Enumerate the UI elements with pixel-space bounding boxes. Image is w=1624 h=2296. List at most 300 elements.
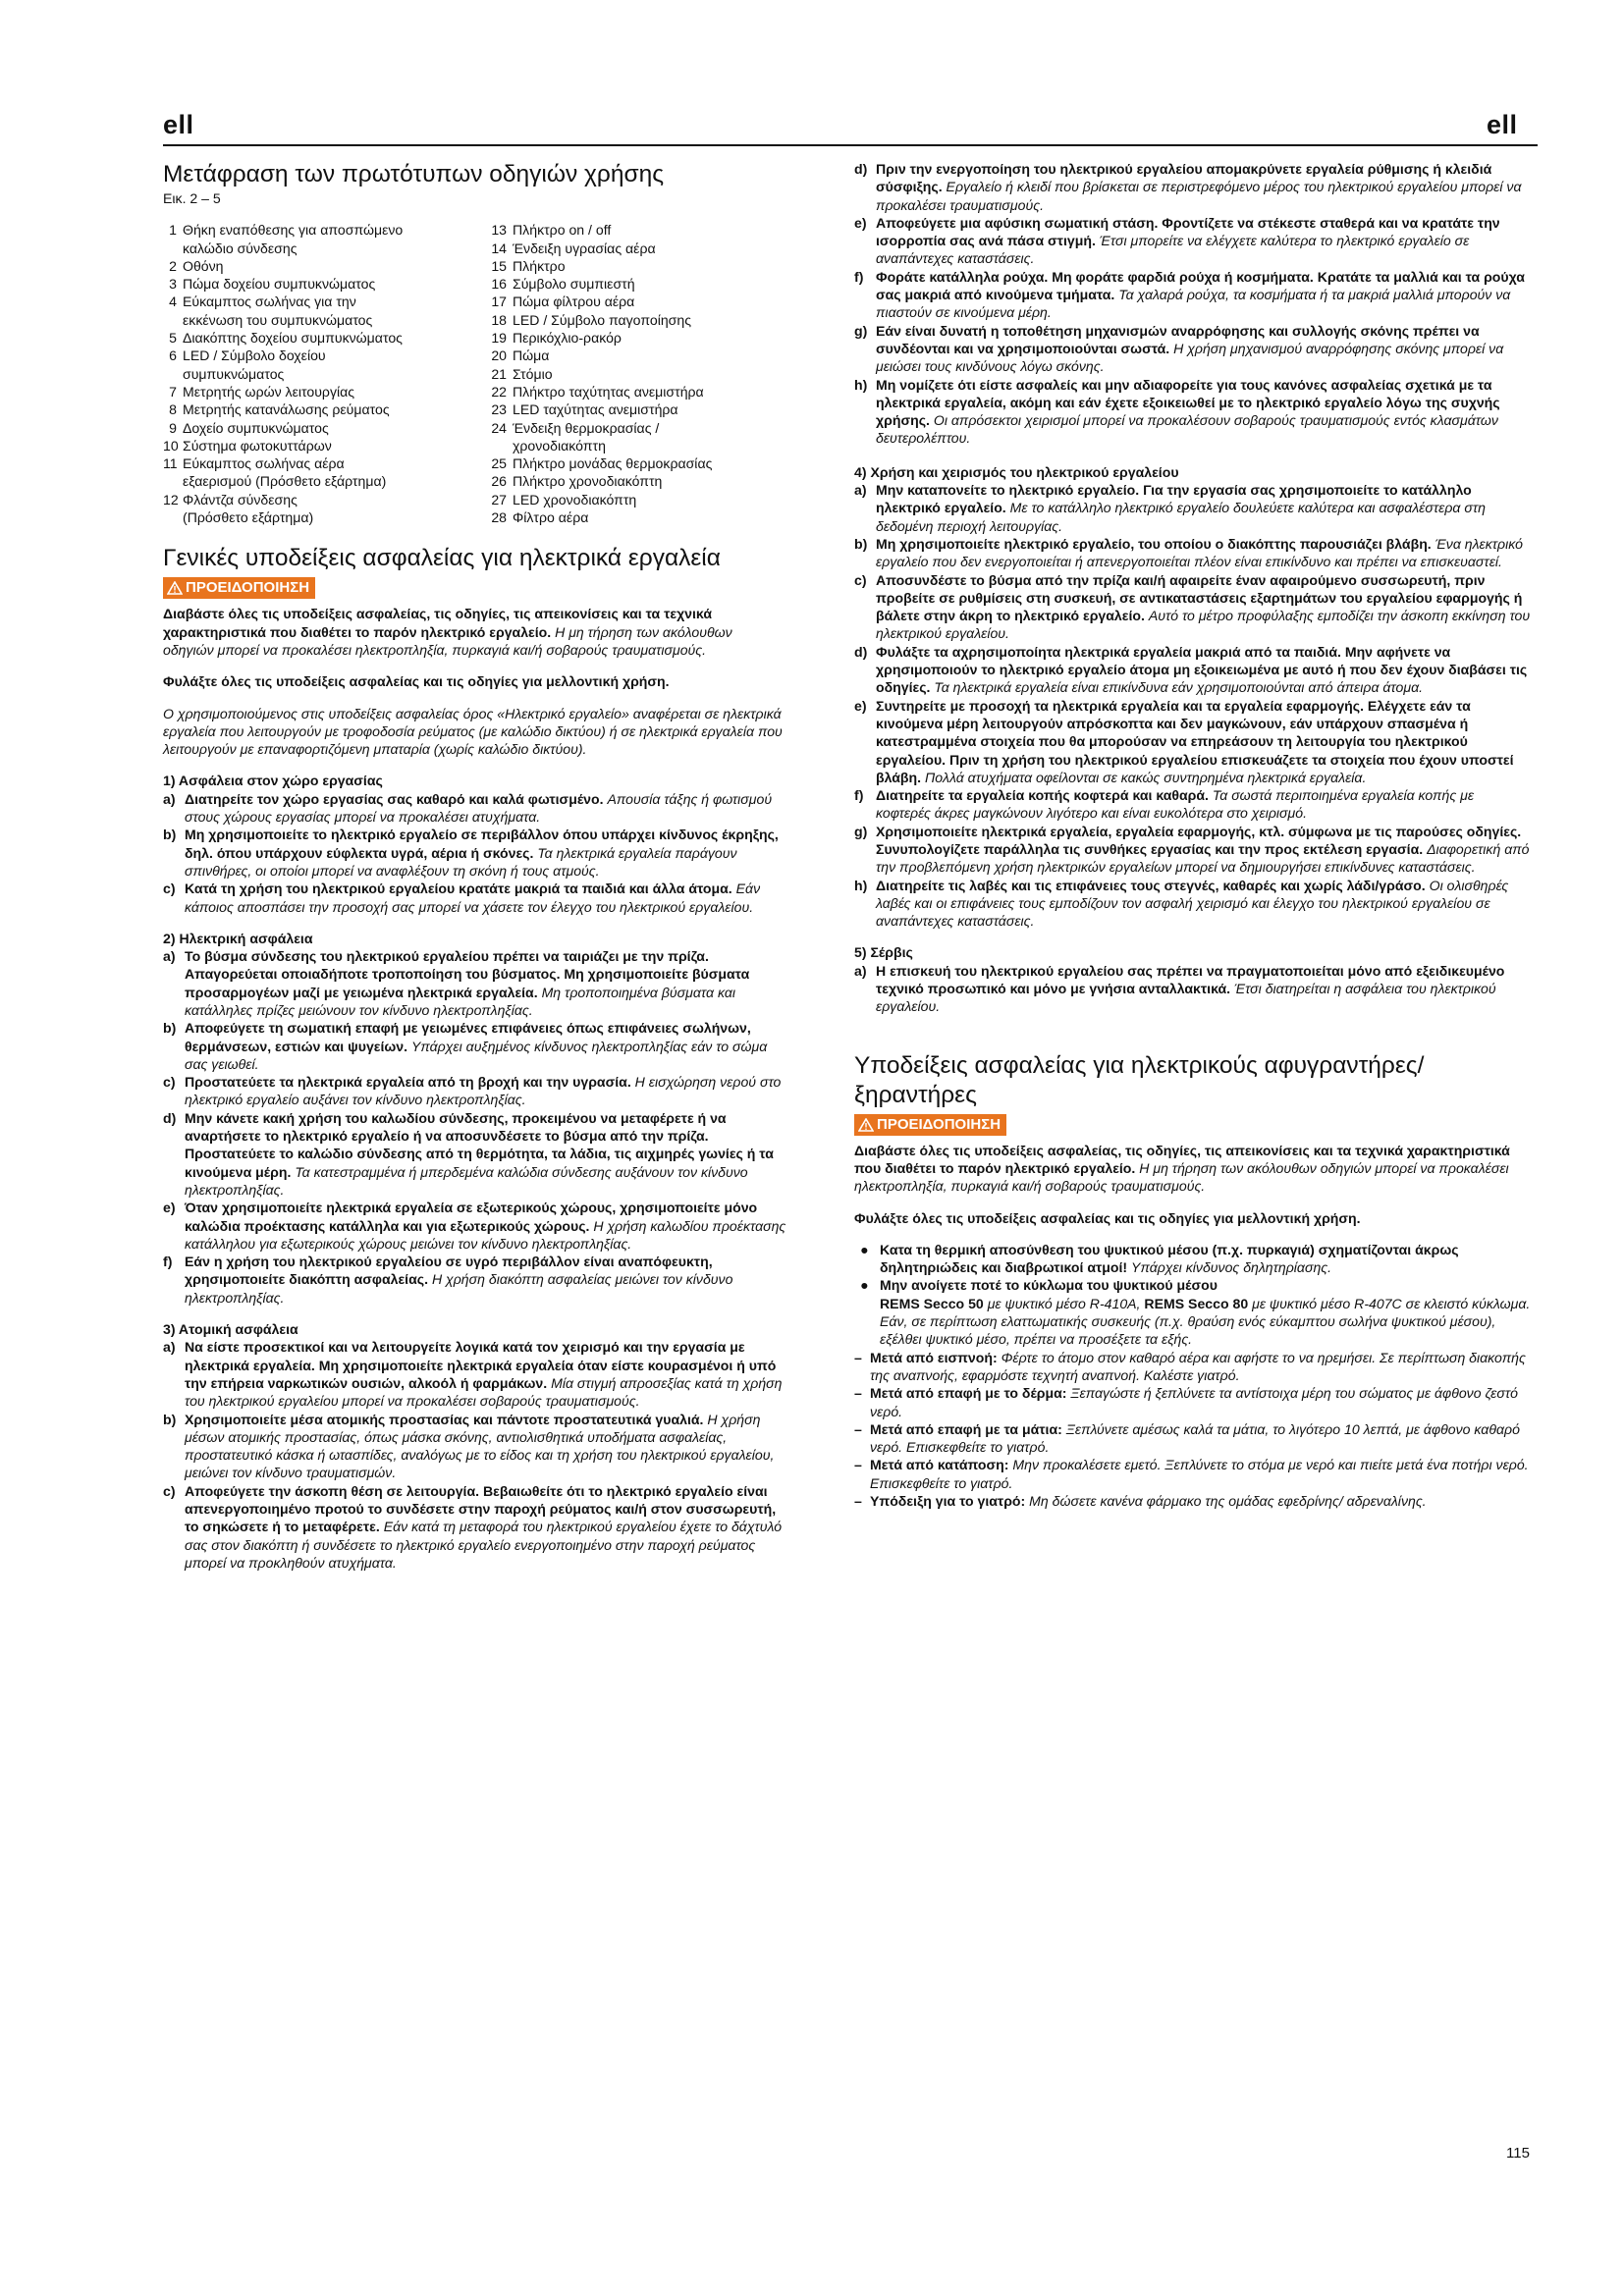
legend-number <box>163 472 183 490</box>
list-bold-text: Μη χρησιμοποιείτε το ηλεκτρικό εργαλείο σε περιβάλλον όπου υπάρχει κίνδυνος έκρηξης, δηλ. όπου υπάρχουν εύφλεκτα υγρά, αέρια ή σκόνες. <box>185 827 779 861</box>
legend-text: Πλήκτρο χρονοδιακόπτη <box>513 473 663 490</box>
legend-number: 5 <box>169 330 177 347</box>
legend-number: 18 <box>491 311 507 328</box>
legend-text: Μετρητής ωρών λειτουργίας <box>183 383 355 400</box>
legend-text: Εύκαμπτος σωλήνας για την <box>183 294 356 310</box>
legend-number: 22 <box>491 383 507 400</box>
first-aid-heading: Μετά από κατάποση: <box>870 1457 1009 1473</box>
legend-item <box>163 347 481 364</box>
legend-item <box>163 400 481 418</box>
list-letter: h) <box>854 877 868 893</box>
legend-number: 12 <box>163 491 179 507</box>
list-body <box>876 571 1532 643</box>
first-aid-heading: Μετά από εισπνοή: <box>870 1349 998 1365</box>
legend-text: (Πρόσθετο εξάρτημα) <box>183 509 314 526</box>
dash-mark: – <box>854 1420 862 1437</box>
list-letter: d) <box>854 643 868 660</box>
list-italic-text: Η εισχώρηση νερού στο ηλεκτρικό εργαλείο αυξάνει τον κίνδυνο ηλεκτροπληξίας. <box>185 1074 782 1108</box>
list-italic-text: Η χρήση μηχανισμού αναρρόφησης σκόνης μπορεί να μειώσει τους κινδύνους λόγω σκόνης. <box>876 340 1504 375</box>
list-bold-text: Φοράτε κατάλληλα ρούχα. Μη φοράτε φαρδιά ρούχα ή κοσμήματα. Κρατάτε τα μαλλιά και τα ρούχα σας μακριά από κινούμενα τμήματα. <box>876 268 1525 303</box>
list-item <box>854 535 1532 571</box>
list-letter: e) <box>163 1200 176 1216</box>
list-item <box>854 877 1532 931</box>
right-column <box>854 160 1532 1510</box>
list-bold-text: Αποφεύγετε μια αφύσικη σωματική στάση. Φροντίζετε να στέκεστε σταθερά και να κρατάτε την ισορροπία σας ανά πάσα στιγμή. <box>876 214 1500 249</box>
legend-number: 26 <box>491 473 507 490</box>
list-body <box>876 535 1532 571</box>
legend-item <box>481 329 786 347</box>
list-body <box>876 160 1532 214</box>
list-body <box>185 1253 786 1307</box>
s5-list <box>854 962 1532 1016</box>
warning-badge-2 <box>854 1114 1006 1136</box>
s4-list <box>854 481 1532 930</box>
legend-item <box>481 275 786 293</box>
legend-text: Δοχείο συμπυκνώματος <box>183 419 329 436</box>
list-body <box>876 322 1532 376</box>
list-item <box>163 1338 786 1410</box>
bullet-refrigerant-circuit <box>854 1276 1532 1348</box>
legend-text: Εύκαμπτος σωλήνας αέρα <box>183 455 345 472</box>
list-letter: f) <box>854 268 864 285</box>
legend-number: 23 <box>491 401 507 418</box>
dryer-section-title: Υποδείξεις ασφαλείας για ηλεκτρικούς αφυγραντήρες/ ξηραντήρες <box>854 1051 1425 1108</box>
page-title: Μετάφραση των πρωτότυπων οδηγιών χρήσης <box>163 161 665 187</box>
first-aid-list <box>854 1349 1532 1511</box>
legend-text: χρονοδιακόπτη <box>513 437 606 454</box>
intro-italic: Η μη τήρηση των ακόλουθων οδηγιών μπορεί να προκαλέσει ηλεκτροπληξία, πυρκαγιά και/ή σοβαρούς τραυματισμούς. <box>163 623 732 658</box>
list-body <box>876 214 1532 268</box>
first-aid-heading: Μετά από επαφή με το δέρμα: <box>870 1385 1067 1402</box>
list-letter: g) <box>854 322 868 339</box>
legend-item <box>163 257 481 275</box>
list-bold-text: Χρησιμοποιείτε ηλεκτρικά εργαλεία, εργαλεία εφαρμογής, κτλ. σύμφωνα με τις παρούσες οδηγίες. Συνυπολογίζετε παράλληλα τις συνθήκες εργασίας και την προς εκτέλεση εργασία. <box>876 823 1522 857</box>
first-aid-body <box>870 1456 1532 1492</box>
legend-text: Σύμβολο συμπιεστή <box>513 276 635 293</box>
legend-number: 10 <box>163 437 179 454</box>
list-italic-text: Απουσία τάξης ή φωτισμού στους χώρους εργασίας μπορεί να προκαλέσει ατυχήματα. <box>185 790 773 826</box>
legend-item <box>163 419 481 437</box>
list-letter: g) <box>854 823 868 839</box>
legend-item <box>481 347 786 364</box>
list-bold-text: Διατηρείτε τον χώρο εργασίας σας καθαρό και καλά φωτισμένο. <box>185 790 604 807</box>
list-bold-text: Η επισκευή του ηλεκτρικού εργαλείου σας πρέπει να πραγματοποιείται μόνο από εξειδικευμένο τεχνικό προσωπικό και μόνο με γνήσια ανταλλακτικά. <box>876 962 1505 997</box>
list-body <box>876 697 1532 786</box>
model-secco-80-text: με ψυκτικό μέσο R-407C σε κλειστό κύκλωμα. Εάν, σε περίπτωση ελαττωματικής συσκευής (π.χ. θραύση ενός εύκαμπτου σωλήνα ψυκτικού μέσου), εξέλθει ψυκτικό μέσο, πρέπει να προσέξετε τα εξής. <box>880 1295 1531 1348</box>
legend-number: 17 <box>491 294 507 310</box>
list-body <box>876 481 1532 535</box>
first-aid-body <box>870 1349 1532 1385</box>
legend-number: 15 <box>491 257 507 274</box>
bullet1-bold: Κατα τη θερμική αποσύνθεση του ψυκτικού μέσου (π.χ. πυρκαγιά) σχηματίζονται άκρως δηλητηριώδεις και διαβρωτικοί ατμοί! <box>880 1241 1459 1276</box>
legend-number: 9 <box>169 419 177 436</box>
legend-text: συμπυκνώματος <box>183 365 285 382</box>
bullet1-italic: Υπάρχει κίνδυνος δηλητηρίασης. <box>1131 1259 1332 1276</box>
legend-number: 8 <box>169 401 177 418</box>
legend-number: 24 <box>491 419 507 436</box>
legend-text: Σύστημα φωτοκυττάρων <box>183 437 332 454</box>
legend-text: Στόμιο <box>513 365 553 382</box>
bullet-toxic-vapours <box>854 1241 1532 1277</box>
dryer-keep-instructions: Φυλάξτε όλες τις υποδείξεις ασφαλείας και τις οδηγίες για μελλοντική χρήση. <box>854 1209 1361 1226</box>
first-aid-body <box>870 1384 1532 1420</box>
s3-continued-list <box>854 160 1532 448</box>
parts-legend <box>163 221 786 526</box>
legend-text: LED / Σύμβολο δοχείου <box>183 347 326 364</box>
list-item <box>163 880 786 916</box>
list-body <box>185 1338 786 1410</box>
legend-text: LED χρονοδιακόπτη <box>513 491 637 507</box>
legend-item <box>163 508 481 526</box>
first-aid-heading: Υπόδειξη για το γιατρό: <box>870 1493 1026 1509</box>
list-item <box>163 1411 786 1482</box>
list-italic-text: Μη τροποποιημένα βύσματα και κατάλληλες πρίζες μειώνουν τον κίνδυνο ηλεκτροπληξίας. <box>185 984 735 1018</box>
list-bold-text: Προστατεύετε τα ηλεκτρικά εργαλεία από τη βροχή και την υγρασία. <box>185 1074 631 1091</box>
s3-list <box>163 1338 786 1572</box>
list-italic-text: Τα ηλεκτρικά εργαλεία παράγουν σπινθήρες, οι οποίοι μπορεί να αναφλέξουν τη σκόνη ή τους ατμούς. <box>185 844 737 879</box>
page-number: 115 <box>1506 2145 1530 2162</box>
list-item <box>163 1482 786 1572</box>
legend-text: Διακόπτης δοχείου συμπυκνώματος <box>183 330 403 347</box>
legend-text: Περικόχλιο-ρακόρ <box>513 330 622 347</box>
list-item <box>854 322 1532 376</box>
list-letter: b) <box>163 1020 177 1037</box>
list-letter: a) <box>163 790 176 807</box>
list-body <box>876 877 1532 931</box>
list-italic-text: Η χρήση μέσων ατομικής προστασίας, όπως μάσκα σκόνης, αντιολισθητικά υποδήματα ασφαλείας, προστατευτικό κάσκα ή ωτασπίδες, αναλόγως με το είδος και τη χρήση του ηλεκτρικού εργαλείου, μειώνει τον κίνδυνο τραυματισμών. <box>185 1411 775 1481</box>
list-item <box>854 376 1532 448</box>
legend-text: Μετρητής κατανάλωσης ρεύματος <box>183 401 390 418</box>
legend-number: 6 <box>169 347 177 364</box>
list-item <box>854 962 1532 1016</box>
list-letter: d) <box>163 1109 177 1126</box>
dash-mark: – <box>854 1349 862 1365</box>
legend-text: Πλήκτρο μονάδας θερμοκρασίας <box>513 455 713 472</box>
list-body <box>185 1411 786 1482</box>
legend-number: 27 <box>491 491 507 507</box>
list-letter: b) <box>163 827 177 843</box>
legend-text: Πώμα <box>513 347 550 364</box>
list-bold-text: Να είστε προσεκτικοί και να λειτουργείτε λογικά κατά τον χειρισμό και την εργασία με ηλεκτρικά εργαλεία. Μη χρησιμοποιείτε ηλεκτρικά εργαλεία όταν είστε κουρασμένοι ή υπό την επήρεια ναρκωτικών ουσιών, αλκοόλ ή φαρμάκων. <box>185 1339 777 1391</box>
list-body <box>185 1019 786 1073</box>
first-aid-text: Μη δώσετε κανένα φάρμακο της ομάδας εφεδρίνης/ αδρεναλίνης. <box>1029 1493 1427 1509</box>
legend-text: εκκένωση του συμπυκνώματος <box>183 311 373 328</box>
first-aid-text: Φέρτε το άτομο στον καθαρό αέρα και αφήστε το να ηρεμήσει. Σε περίπτωση διακοπής της αναπνοής, εφαρμόστε τεχνητή αναπνοή. Καλέστε γιατρό. <box>870 1349 1526 1383</box>
list-italic-text: Τα ηλεκτρικά εργαλεία είναι επικίνδυνα εάν χρησιμοποιούνται από άπειρα άτομα. <box>934 679 1424 696</box>
intro-paragraph <box>163 605 786 659</box>
list-body <box>185 1482 786 1572</box>
keep-instructions: Φυλάξτε όλες τις υποδείξεις ασφαλείας και τις οδηγίες για μελλοντική χρήση. <box>163 673 670 690</box>
list-item <box>854 160 1532 214</box>
list-item <box>854 481 1532 535</box>
list-item <box>163 1109 786 1199</box>
list-bold-text: Συντηρείτε με προσοχή τα ηλεκτρικά εργαλεία και τα εργαλεία εφαρμογής. Ελέγχετε εάν τα κινούμενα μέρη λειτουργούν απρόσκοπτα και δεν μαγκώνουν, εάν υπάρχουν σπασμένα ή κατεστραμμένα στοιχεία που θα μπορούσαν να επηρεάσουν τη λειτουργία του ηλεκτρικού εργαλείου. Πριν τη χρήση του ηλεκτρικού εργαλείου επισκευάζετε τα στοιχεία που έχουν υποστεί βλάβη. <box>876 697 1514 785</box>
legend-item <box>481 472 786 490</box>
list-body <box>876 376 1532 448</box>
s2-list <box>163 947 786 1307</box>
list-bold-text: Αποσυνδέστε το βύσμα από την πρίζα και/ή αφαιρείτε έναν αφαιρούμενο συσσωρευτή, πριν προβείτε σε ρυθμίσεις στη συσκευή, σε αντικαταστάσεις εξαρτημάτων του εργαλείου εφαρμογής ή βάλετε στην άκρη το ηλεκτρικό εργαλείο. <box>876 571 1523 624</box>
list-letter: f) <box>163 1254 173 1270</box>
list-letter: c) <box>163 1074 176 1091</box>
legend-item <box>481 400 786 418</box>
legend-text: Πλήκτρο <box>513 257 566 274</box>
list-italic-text: Τα σωστά περιποιημένα εργαλεία κοπής με κοφτερές άκρες μαγκώνουν λιγότερο και είναι ευκολότερα στο χειρισμό. <box>876 787 1475 822</box>
list-body <box>876 823 1532 877</box>
list-letter: c) <box>163 1482 176 1499</box>
list-body <box>876 962 1532 1016</box>
safety-section-title: Γενικές υποδείξεις ασφαλείας για ηλεκτρικά εργαλεία <box>163 545 721 572</box>
legend-item <box>163 221 481 239</box>
s1-title: 1) Ασφάλεια στον χώρο εργασίας <box>163 773 383 789</box>
list-italic-text: Υπάρχει αυξημένος κίνδυνος ηλεκτροπληξίας εάν το σώμα σας γειωθεί. <box>185 1038 768 1072</box>
legend-number <box>481 437 513 454</box>
figure-label: Εικ. 2 – 5 <box>163 190 221 206</box>
list-bold-text: Διατηρείτε τα εργαλεία κοπής κοφτερά και καθαρά. <box>876 787 1209 804</box>
legend-item <box>481 311 786 329</box>
dryer-intro-paragraph <box>854 1142 1532 1196</box>
legend-number <box>163 240 183 257</box>
legend-number: 21 <box>491 365 507 382</box>
dash-mark: – <box>854 1385 862 1402</box>
list-letter: h) <box>854 376 868 393</box>
list-body <box>185 790 786 827</box>
list-italic-text: Έτσι μπορείτε να ελέγχετε καλύτερα το ηλεκτρικό εργαλείο σε αναπάντεχες καταστάσεις. <box>876 233 1470 267</box>
list-letter: f) <box>854 787 864 804</box>
dash-mark: – <box>854 1493 862 1509</box>
list-letter: e) <box>854 214 867 231</box>
list-item <box>854 823 1532 877</box>
dryer-intro-bold: Διαβάστε όλες τις υποδείξεις ασφαλείας, τις οδηγίες, τις απεικονίσεις και τα τεχνικά χαρακτηριστικά που διαθέτει το παρόν ηλεκτρικό εργαλείο. <box>854 1142 1510 1176</box>
legend-item <box>481 508 786 526</box>
first-aid-item <box>854 1456 1532 1492</box>
list-body <box>876 786 1532 823</box>
list-italic-text: Η χρήση διακόπτη ασφαλείας μειώνει τον κίνδυνο ηλεκτροπληξίας. <box>185 1271 733 1306</box>
list-body <box>185 1073 786 1109</box>
legend-item <box>481 293 786 310</box>
legend-number <box>163 365 183 383</box>
list-bold-text: Μην καταπονείτε το ηλεκτρικό εργαλείο. Για την εργασία σας χρησιμοποιείτε το κατάλληλο ηλεκτρικό εργαλείο. <box>876 482 1472 516</box>
legend-item <box>163 454 481 472</box>
list-bold-text: Μην κάνετε κακή χρήση του καλωδίου σύνδεσης, προκειμένου να μεταφέρετε ή να αναρτήσετε το ηλεκτρικό εργαλείο ή να αποσυνδέσετε το βύσμα από την πρίζα. Προστατεύετε το καλώδιο σύνδεσης από τη θερμότητα, τα λάδια, τις αιχμηρές γωνίες ή τα κινούμενα μέρη. <box>185 1109 774 1180</box>
legend-text: Οθόνη <box>183 257 224 274</box>
list-item <box>163 947 786 1019</box>
list-item <box>854 571 1532 643</box>
legend-item <box>481 383 786 400</box>
legend-text: Πώμα φίλτρου αέρα <box>513 294 635 310</box>
legend-item <box>163 365 481 383</box>
list-letter: a) <box>163 948 176 965</box>
legend-text: Φίλτρο αέρα <box>513 509 589 526</box>
legend-text: Πώμα δοχείου συμπυκνώματος <box>183 276 376 293</box>
legend-item <box>481 221 786 239</box>
list-bold-text: Μη χρησιμοποιείτε ηλεκτρικό εργαλείο, του οποίου ο διακόπτης παρουσιάζει βλάβη. <box>876 535 1432 552</box>
left-column <box>163 160 786 1572</box>
legend-item <box>481 240 786 257</box>
list-italic-text: Πολλά ατυχήματα οφείλονται σε κακώς συντηρημένα ηλεκτρικά εργαλεία. <box>924 769 1367 785</box>
list-italic-text: Έτσι διατηρείται η ασφάλεια του ηλεκτρικού εργαλείου. <box>876 981 1496 1015</box>
list-item <box>163 1073 786 1109</box>
list-item <box>163 1019 786 1073</box>
legend-item <box>481 365 786 383</box>
list-letter: a) <box>854 482 867 499</box>
first-aid-item <box>854 1349 1532 1385</box>
legend-text: εξαερισμού (Πρόσθετο εξάρτημα) <box>183 473 387 490</box>
legend-number: 14 <box>491 240 507 256</box>
legend-text: LED / Σύμβολο παγοποίησης <box>513 311 691 328</box>
header-brand-right: ell <box>1487 110 1518 139</box>
bullet-dot-icon: ● <box>860 1277 869 1294</box>
list-item <box>854 786 1532 823</box>
model-secco-80: REMS Secco 80 <box>1144 1295 1249 1311</box>
list-italic-text: Εργαλείο ή κλειδί που βρίσκεται σε περιστρεφόμενο μέρος του ηλεκτρικού εργαλείου μπορεί να προκαλέσει τραυματισμούς. <box>876 179 1522 213</box>
legend-number: 25 <box>491 455 507 472</box>
header-rule <box>163 144 1538 146</box>
list-letter: b) <box>854 535 868 552</box>
legend-item <box>163 383 481 400</box>
legend-number: 11 <box>163 455 178 472</box>
list-letter: a) <box>854 962 867 979</box>
list-italic-text: Εάν κάποιος αποσπάσει την προσοχή σας μπορεί να χάσετε τον έλεγχο του ηλεκτρικού εργαλείου. <box>185 881 761 915</box>
s4-title: 4) Χρήση και χειρισμός του ηλεκτρικού εργαλείου <box>854 463 1179 480</box>
s2-title: 2) Ηλεκτρική ασφάλεια <box>163 930 313 946</box>
legend-item <box>481 419 786 437</box>
legend-number <box>163 508 183 526</box>
dash-mark: – <box>854 1457 862 1473</box>
legend-number: 20 <box>491 347 507 364</box>
legend-text: Πλήκτρο ταχύτητας ανεμιστήρα <box>513 383 704 400</box>
first-aid-text: Ξεπλύνετε αμέσως καλά τα μάτια, το λιγότερο 10 λεπτά, με άφθονο καθαρό νερό. Επισκεφθείτε το γιατρό. <box>870 1420 1520 1456</box>
dryer-intro-italic: Η μη τήρηση των ακόλουθων οδηγιών μπορεί να προκαλέσει ηλεκτροπληξία, πυρκαγιά και/ή σοβαρούς τραυματισμούς. <box>854 1159 1509 1195</box>
header-brand-left: ell <box>163 110 194 139</box>
list-bold-text: Διατηρείτε τις λαβές και τις επιφάνειες τους στεγνές, καθαρές και χωρίς λάδι/γράσο. <box>876 877 1426 893</box>
legend-text: LED ταχύτητας ανεμιστήρα <box>513 401 678 418</box>
legend-item <box>481 454 786 472</box>
term-note: Ο χρησιμοποιούμενος στις υποδείξεις ασφαλείας όρος «Ηλεκτρικό εργαλείο» αναφέρεται σε ηλεκτρικά εργαλεία που λειτουργούν με τροφοδοσία ρεύματος (με καλώδιο δικτύου) ή σε ηλεκτρικά εργαλεία που λειτουργούν με επαναφορτιζόμενη μπαταρία (χωρίς καλώδιο δικτύου). <box>163 705 783 758</box>
list-italic-text: Η χρήση καλωδίου προέκτασης κατάλληλου για εξωτερικούς χώρους μειώνει τον κίνδυνο ηλεκτροπληξίας. <box>185 1217 786 1252</box>
intro-bold: Διαβάστε όλες τις υποδείξεις ασφαλείας, τις οδηγίες, τις απεικονίσεις και τα τεχνικά χαρακτηριστικά που διαθέτει το παρόν ηλεκτρικό εργαλείο. <box>163 606 712 640</box>
list-italic-text: Τα κατεστραμμένα ή μπερδεμένα καλώδια σύνδεσης αυξάνουν τον κίνδυνο ηλεκτροπληξίας. <box>185 1163 748 1198</box>
legend-item <box>163 491 481 508</box>
list-letter: e) <box>854 697 867 714</box>
list-bold-text: Πριν την ενεργοποίηση του ηλεκτρικού εργαλείου απομακρύνετε εργαλεία ρύθμισης ή κλειδιά σύσφιξης. <box>876 161 1492 195</box>
list-italic-text: Τα χαλαρά ρούχα, τα κοσμήματα ή τα μακριά μαλλιά μπορούν να πιαστούν σε κινούμενα μέρη. <box>876 287 1511 321</box>
list-body <box>185 947 786 1019</box>
list-item <box>163 1199 786 1253</box>
list-item <box>163 790 786 827</box>
list-letter: d) <box>854 161 868 177</box>
list-body <box>185 1109 786 1199</box>
list-body <box>185 826 786 880</box>
legend-text: Φλάντζα σύνδεσης <box>183 491 298 507</box>
legend-item <box>163 329 481 347</box>
legend-item <box>163 275 481 293</box>
legend-number: 28 <box>491 509 507 526</box>
first-aid-heading: Μετά από επαφή με τα μάτια: <box>870 1420 1062 1437</box>
legend-number: 16 <box>491 276 507 293</box>
list-item <box>163 1253 786 1307</box>
legend-number: 4 <box>169 294 177 310</box>
list-italic-text: Με το κατάλληλο ηλεκτρικό εργαλείο δουλεύετε καλύτερα και ασφαλέστερα στη δεδομένη περιοχή λειτουργίας. <box>876 500 1486 534</box>
legend-text: Ένδειξη υγρασίας αέρα <box>513 240 656 256</box>
list-bold-text: Κατά τη χρήση του ηλεκτρικού εργαλείου κρατάτε μακριά τα παιδιά και άλλα άτομα. <box>185 881 732 897</box>
legend-text: καλώδιο σύνδεσης <box>183 240 298 256</box>
s1-list <box>163 790 786 916</box>
list-letter: c) <box>163 881 176 897</box>
legend-item <box>481 437 786 454</box>
first-aid-body <box>870 1492 1427 1510</box>
warning-triangle-icon <box>167 581 183 595</box>
first-aid-body <box>870 1420 1532 1457</box>
first-aid-text: Ξεπαγώστε ή ξεπλύνετε τα αντίστοιχα μέρη του σώματος με άφθονο ζεστό νερό. <box>870 1385 1518 1419</box>
list-bold-text: Το βύσμα σύνδεσης του ηλεκτρικού εργαλείου πρέπει να ταιριάζει με την πρίζα. Απαγορεύεται οποιαδήποτε τροποποίηση του βύσματος. Μη χρησιμοποιείτε βύσματα προσαρμογέων μαζί με γειωμένα ηλεκτρικά εργαλεία. <box>185 948 750 1000</box>
bullet2-bold: Μην ανοίγετε ποτέ το κύκλωμα του ψυκτικού μέσου <box>880 1277 1218 1294</box>
legend-number <box>163 311 183 329</box>
legend-number: 1 <box>169 222 177 239</box>
list-italic-text: Μία στιγμή απροσεξίας κατά τη χρήση του ηλεκτρικού εργαλείου μπορεί να προκαλέσει σοβαρούς τραυματισμούς. <box>185 1374 783 1410</box>
list-italic-text: Οι απρόσεκτοι χειρισμοί μπορεί να προκαλέσουν σοβαρούς τραυματισμούς εντός κλασμάτων δευτερολέπτου. <box>876 412 1498 447</box>
list-italic-text: Διαφορετική από την προβλεπόμενη χρήση ηλεκτρικών εργαλείων μπορεί να δημιουργήσει επικίνδυνες καταστάσεις. <box>876 840 1530 876</box>
list-bold-text: Όταν χρησιμοποιείτε ηλεκτρικά εργαλεία σε εξωτερικούς χώρους, χρησιμοποιείτε μόνο καλώδια προέκτασης κατάλληλα και για εξωτερικούς χώρους. <box>185 1200 758 1234</box>
legend-item <box>163 311 481 329</box>
legend-number: 7 <box>169 383 177 400</box>
first-aid-text: Μην προκαλέσετε εμετό. Ξεπλύνετε το στόμα με νερό και πιείτε μετά ένα ποτήρι νερό. Επισκεφθείτε το γιατρό. <box>870 1457 1529 1491</box>
list-body <box>876 643 1532 697</box>
model-secco-50-text: με ψυκτικό μέσο R-410A, <box>987 1295 1141 1311</box>
legend-number: 13 <box>491 222 507 239</box>
list-item <box>854 643 1532 697</box>
legend-item <box>163 293 481 310</box>
legend-item <box>481 257 786 275</box>
legend-column-2 <box>481 221 786 526</box>
list-letter: c) <box>854 571 867 588</box>
legend-text: Ένδειξη θερμοκρασίας / <box>513 419 660 436</box>
legend-item <box>481 491 786 508</box>
list-italic-text: Οι ολισθηρές λαβές και οι επιφάνειες τους εμποδίζουν τον ασφαλή χειρισμό και έλεγχο του ηλεκτρικού εργαλείου σε αναπάντεχες καταστάσεις. <box>876 877 1509 930</box>
legend-number: 19 <box>491 330 507 347</box>
warning-triangle-icon <box>858 1118 874 1132</box>
list-bold-text: Αποφεύγετε τη σωματική επαφή με γειωμένες επιφάνειες όπως επιφάνειες σωλήνων, θερμάνσεων, εστιών και ψυγείων. <box>185 1020 751 1054</box>
list-body <box>876 268 1532 322</box>
list-body <box>185 880 786 916</box>
list-letter: b) <box>163 1411 177 1427</box>
warning-label: ΠΡΟΕΙΔΟΠΟΙΗΣΗ <box>186 579 310 597</box>
list-italic-text: Εάν κατά τη μεταφορά του ηλεκτρικού εργαλείου έχετε το δάχτυλό σας στον διακόπτη ή συνδέσετε το ηλεκτρικό εργαλείο ενεργοποιημένο στην παροχή ρεύματος μπορεί να προκληθούν ατυχήματα. <box>185 1519 783 1571</box>
legend-text: Πλήκτρο on / off <box>513 222 612 239</box>
warning-badge <box>163 577 315 599</box>
legend-item <box>163 240 481 257</box>
bullet-dot-icon: ● <box>860 1241 869 1257</box>
list-bold-text: Φυλάξτε τα αχρησιμοποίητα ηλεκτρικά εργαλεία μακριά από τα παιδιά. Μην αφήνετε να χρησιμοποιούν το ηλεκτρικό εργαλείο άτομα μη εξοικειωμένα με αυτό ή που δεν έχουν διαβάσει τις οδηγίες. <box>876 643 1528 696</box>
list-bold-text: Εάν η χρήση του ηλεκτρικού εργαλείου σε υγρό περιβάλλον είναι αναπόφευκτη, χρησιμοποιείτε διακόπτη ασφαλείας. <box>185 1254 713 1288</box>
legend-number: 3 <box>169 276 177 293</box>
first-aid-item <box>854 1420 1532 1457</box>
first-aid-item <box>854 1492 1532 1510</box>
list-bold-text: Αποφεύγετε την άσκοπη θέση σε λειτουργία. Βεβαιωθείτε ότι το ηλεκτρικό εργαλείο είναι απενεργοποιημένο προτού το συνδέσετε στην παροχή ρεύματος και/ή στον συσσωρευτή, το σηκώσετε ή το μεταφέρετε. <box>185 1482 777 1535</box>
list-bold-text: Εάν είναι δυνατή η τοποθέτηση μηχανισμών αναρρόφησης και συλλογής σκόνης πρέπει να συνδέονται και να χρησιμοποιούνται σωστά. <box>876 322 1480 356</box>
s5-title: 5) Σέρβις <box>854 944 913 961</box>
legend-item <box>163 437 481 454</box>
list-bold-text: Μη νομίζετε ότι είστε ασφαλείς και μην αδιαφορείτε για τους κανόνες ασφαλείας σχετικά με τα ηλεκτρικά εργαλεία, ακόμη και εάν έχετε εξοικειωθεί με το ηλεκτρικό εργαλείο λόγω της συχνής χρήσης. <box>876 376 1500 429</box>
s3-title: 3) Ατομική ασφάλεια <box>163 1321 298 1338</box>
legend-item <box>163 472 481 490</box>
list-item <box>854 214 1532 268</box>
list-item <box>163 826 786 880</box>
model-secco-50: REMS Secco 50 <box>880 1295 984 1311</box>
list-item <box>854 268 1532 322</box>
warning-label: ΠΡΟΕΙΔΟΠΟΙΗΣΗ <box>877 1115 1001 1133</box>
legend-number: 2 <box>169 257 177 274</box>
first-aid-item <box>854 1384 1532 1420</box>
